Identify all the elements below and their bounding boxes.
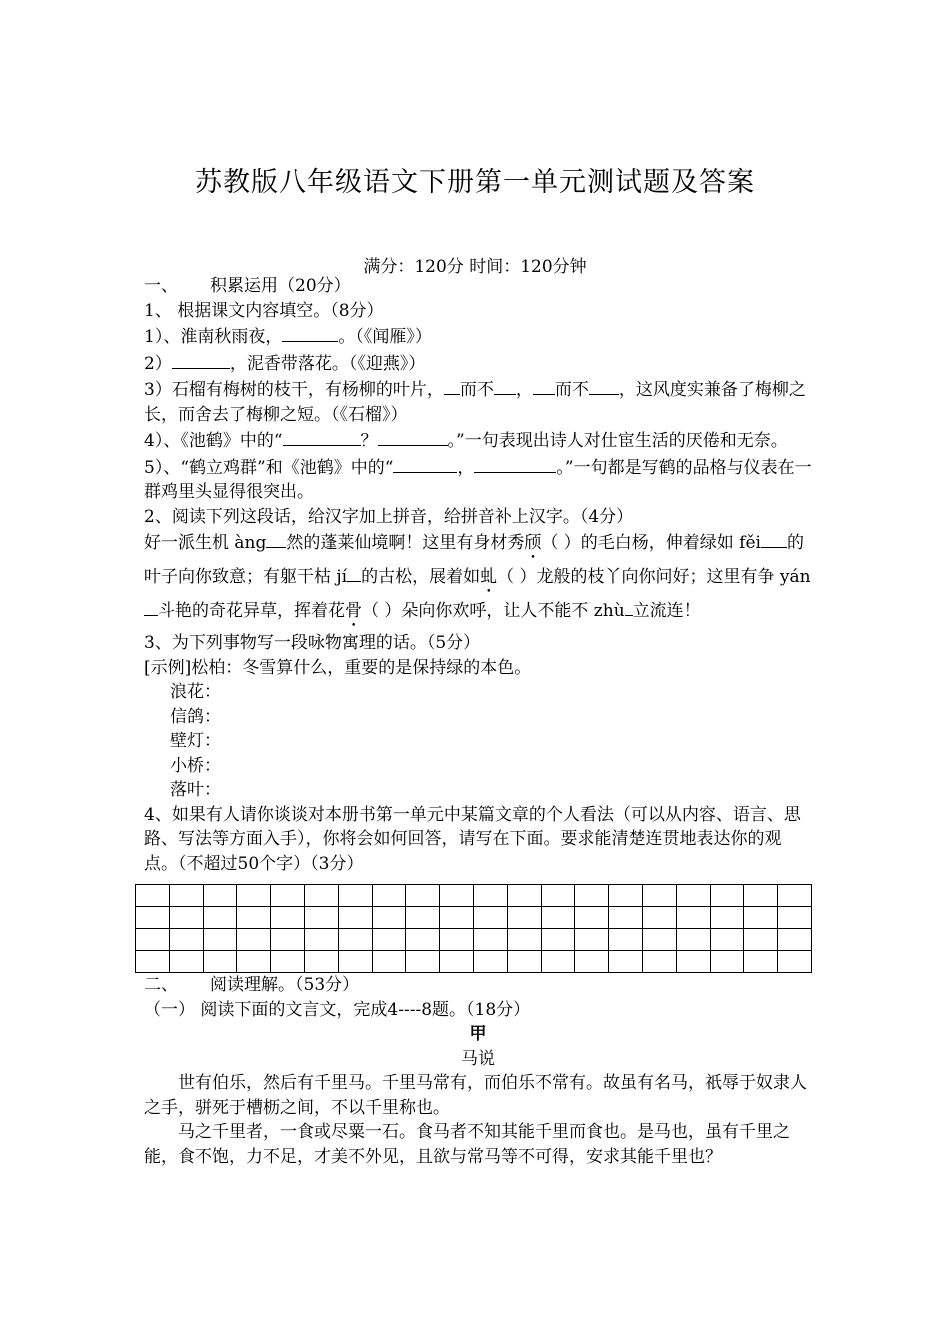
- grid-cell[interactable]: [406, 929, 440, 951]
- essay-paragraph-2: 马之千里者，一食或尽粟一石。食马者不知其能千里而食也。是马也，虽有千里之能，食不饱，力不足，才美不外见，且欲与常马等不可得，安求其能千里也？: [144, 1122, 790, 1167]
- grid-cell[interactable]: [271, 885, 305, 907]
- grid-cell[interactable]: [440, 929, 474, 951]
- grid-cell[interactable]: [676, 907, 710, 929]
- answer-blank[interactable]: [378, 427, 448, 446]
- q1-heading: 1、 根据课文内容填空。（8分）: [144, 300, 384, 321]
- essay-paragraph-1: 世有伯乐，然后有千里马。千里马常有，而伯乐不常有。故虽有名马，祇辱于奴隶人之手，骈死于槽枥之间，不以千里称也。: [144, 1073, 807, 1118]
- section1-heading: 一、 积累运用（20分）: [144, 276, 351, 296]
- essay-title: 马说: [461, 1048, 495, 1069]
- grid-cell[interactable]: [406, 951, 440, 973]
- grid-cell[interactable]: [304, 929, 338, 951]
- grid-cell[interactable]: [440, 885, 474, 907]
- grid-cell[interactable]: [473, 907, 507, 929]
- writing-grid[interactable]: [135, 884, 812, 973]
- q1-item-5: 5）、“鹤立鸡群”和《池鹤》中的“ ， 。”一句都是写鹤的品格与仪表在一群鸡里头显得很突出。: [144, 454, 812, 505]
- grid-cell[interactable]: [304, 885, 338, 907]
- q3-example: [示例]松柏：冬雪算什么，重要的是保持绿的本色。: [144, 657, 532, 678]
- grid-cell[interactable]: [575, 929, 609, 951]
- q3-item-bideng: 壁灯：: [170, 731, 221, 751]
- grid-row: [136, 885, 812, 907]
- grid-cell[interactable]: [541, 885, 575, 907]
- grid-cell[interactable]: [473, 951, 507, 973]
- answer-blank[interactable]: [144, 597, 158, 616]
- grid-cell[interactable]: [406, 907, 440, 929]
- grid-cell[interactable]: [338, 929, 372, 951]
- grid-cell[interactable]: [778, 951, 812, 973]
- section2-sub1: （一） 阅读下面的文言文，完成4----8题。（18分）: [144, 999, 531, 1020]
- grid-cell[interactable]: [744, 929, 778, 951]
- grid-cell[interactable]: [642, 951, 676, 973]
- grid-cell[interactable]: [778, 885, 812, 907]
- grid-cell[interactable]: [237, 907, 271, 929]
- grid-cell[interactable]: [440, 907, 474, 929]
- grid-cell[interactable]: [575, 951, 609, 973]
- answer-blank[interactable]: [283, 427, 361, 446]
- grid-cell[interactable]: [676, 951, 710, 973]
- q3-heading: 3、为下列事物写一段咏物寓理的话。（5分）: [144, 633, 481, 653]
- grid-cell[interactable]: [609, 951, 643, 973]
- grid-cell[interactable]: [372, 907, 406, 929]
- exam-content: [144, 274, 812, 1169]
- grid-cell[interactable]: [710, 907, 744, 929]
- grid-cell[interactable]: [642, 885, 676, 907]
- grid-cell[interactable]: [203, 907, 237, 929]
- grid-cell[interactable]: [372, 885, 406, 907]
- q3-item-xiaoqiao: 小桥：: [170, 755, 221, 776]
- q1-item-3: 3）石榴有梅树的枝干，有杨柳的叶片， 而不 ， 而不 ，这风度实兼备了梅柳之长，而舍去了梅柳之短。（《石榴》）: [144, 376, 812, 427]
- grid-cell[interactable]: [237, 951, 271, 973]
- grid-cell[interactable]: [406, 885, 440, 907]
- answer-blank[interactable]: [347, 563, 361, 582]
- grid-cell[interactable]: [744, 951, 778, 973]
- grid-cell[interactable]: [642, 907, 676, 929]
- grid-cell[interactable]: [710, 951, 744, 973]
- grid-cell[interactable]: [304, 951, 338, 973]
- grid-cell[interactable]: [507, 907, 541, 929]
- passage-label-jia: 甲: [469, 1024, 487, 1044]
- q1-item-2: 2） ，泥香带落花。（《迎燕》）: [144, 350, 812, 377]
- grid-cell[interactable]: [169, 907, 203, 929]
- grid-cell[interactable]: [169, 951, 203, 973]
- grid-cell[interactable]: [676, 885, 710, 907]
- grid-cell[interactable]: [575, 885, 609, 907]
- grid-cell[interactable]: [778, 929, 812, 951]
- grid-cell[interactable]: [642, 929, 676, 951]
- grid-cell[interactable]: [271, 951, 305, 973]
- q4-text: 4、如果有人请你谈谈对本册书第一单元中某篇文章的个人看法（可以从内容、语言、思路、写法等方面入手），你将会如何回答，请写在下面。要求能清楚连贯地表达你的观点。（不超过50个字）（3分）: [144, 804, 801, 874]
- answer-blank[interactable]: [589, 376, 619, 395]
- grid-cell[interactable]: [473, 929, 507, 951]
- answer-blank[interactable]: [494, 376, 516, 395]
- grid-cell[interactable]: [744, 907, 778, 929]
- grid-cell[interactable]: [507, 929, 541, 951]
- section2-heading: 二、 阅读理解。（53分）: [144, 975, 360, 995]
- q3-item-xinge: 信鸽：: [170, 706, 221, 727]
- grid-cell[interactable]: [304, 907, 338, 929]
- q2-passage: 好一派生机 àng 然的蓬莱仙境啊！这里有身材秀颀（ ）的毛白杨，伸着绿如 fěi 的叶子向你致意；有躯干枯 jí 的古松，展着如虬（ ）龙般的枝丫向你问好；这里有争 yán斗艳的奇花异草，挥着花骨（ ）朵向你欢呼，让人不能不 zhù 立流连！: [144, 529, 812, 631]
- grid-cell[interactable]: [744, 885, 778, 907]
- grid-row: [136, 907, 812, 929]
- grid-cell[interactable]: [237, 885, 271, 907]
- grid-row: [136, 951, 812, 973]
- grid-cell[interactable]: [237, 929, 271, 951]
- answer-blank[interactable]: [625, 597, 633, 616]
- grid-cell[interactable]: [136, 929, 170, 951]
- exam-meta: 满分：120分 时间：120分钟: [363, 257, 587, 277]
- answer-blank[interactable]: [444, 376, 460, 395]
- grid-cell[interactable]: [575, 907, 609, 929]
- grid-cell[interactable]: [372, 929, 406, 951]
- grid-cell[interactable]: [338, 907, 372, 929]
- grid-cell[interactable]: [136, 885, 170, 907]
- grid-cell[interactable]: [136, 907, 170, 929]
- grid-cell[interactable]: [169, 885, 203, 907]
- grid-cell[interactable]: [203, 885, 237, 907]
- grid-cell[interactable]: [473, 885, 507, 907]
- grid-cell[interactable]: [541, 951, 575, 973]
- grid-cell[interactable]: [271, 907, 305, 929]
- grid-cell[interactable]: [609, 885, 643, 907]
- grid-cell[interactable]: [440, 951, 474, 973]
- answer-blank[interactable]: [393, 454, 457, 473]
- q3-item-luoye: 落叶：: [170, 780, 221, 800]
- grid-cell[interactable]: [541, 929, 575, 951]
- grid-cell[interactable]: [338, 885, 372, 907]
- answer-blank[interactable]: [266, 529, 286, 548]
- answer-blank[interactable]: [533, 376, 555, 395]
- page-title: 苏教版八年级语文下册第一单元测试题及答案: [195, 167, 755, 198]
- grid-cell[interactable]: [609, 929, 643, 951]
- q1-item-4: 4）、《池鹤》中的“ ？ 。”一句表现出诗人对仕宦生活的厌倦和无奈。: [144, 427, 812, 454]
- answer-blank[interactable]: [474, 454, 556, 473]
- q3-item-langhua: 浪花：: [170, 682, 221, 702]
- grid-cell[interactable]: [203, 929, 237, 951]
- answer-blank[interactable]: [172, 350, 230, 369]
- answer-blank[interactable]: [282, 323, 338, 342]
- grid-cell[interactable]: [507, 885, 541, 907]
- grid-cell[interactable]: [372, 951, 406, 973]
- grid-row: [136, 929, 812, 951]
- grid-cell[interactable]: [271, 929, 305, 951]
- grid-cell[interactable]: [203, 951, 237, 973]
- grid-cell[interactable]: [710, 929, 744, 951]
- q1-item-1: 1）、淮南秋雨夜， 。（《闻雁》）: [144, 323, 812, 350]
- grid-cell[interactable]: [778, 907, 812, 929]
- grid-cell[interactable]: [609, 907, 643, 929]
- grid-cell[interactable]: [169, 929, 203, 951]
- answer-blank[interactable]: [761, 529, 787, 548]
- grid-cell[interactable]: [676, 929, 710, 951]
- grid-cell[interactable]: [136, 951, 170, 973]
- grid-cell[interactable]: [338, 951, 372, 973]
- grid-cell[interactable]: [710, 885, 744, 907]
- q2-heading: 2、阅读下列这段话，给汉字加上拼音，给拼音补上汉字。（4分）: [144, 506, 634, 527]
- grid-cell[interactable]: [541, 907, 575, 929]
- grid-cell[interactable]: [507, 951, 541, 973]
